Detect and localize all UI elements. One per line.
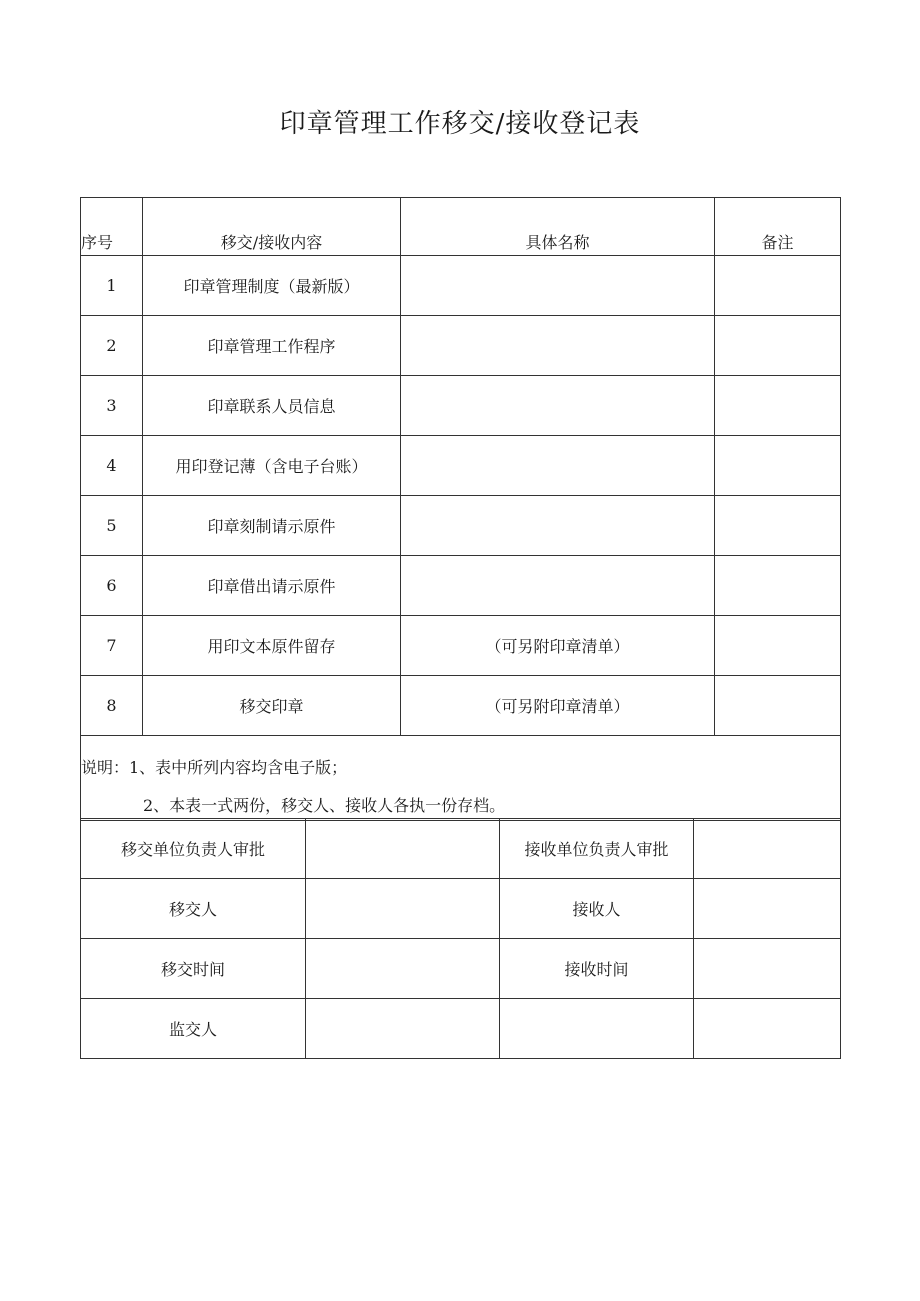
table-row <box>81 376 841 436</box>
row-name-cell[interactable] <box>401 256 715 316</box>
row-remark-cell[interactable] <box>715 556 841 616</box>
row-remark-cell[interactable] <box>715 616 841 676</box>
row-remark-cell[interactable] <box>715 436 841 496</box>
row-seq: 7 <box>81 616 143 676</box>
signoff-left-label: 移交单位负责人审批 <box>81 819 306 879</box>
row-seq: 5 <box>81 496 143 556</box>
row-content: 用印登记薄（含电子台账） <box>143 436 401 496</box>
row-seq: 4 <box>81 436 143 496</box>
table-header-row <box>81 198 841 256</box>
row-seq: 6 <box>81 556 143 616</box>
signoff-left-label: 移交时间 <box>81 939 306 999</box>
table-row <box>81 556 841 616</box>
row-remark-cell[interactable] <box>715 496 841 556</box>
row-name-cell[interactable] <box>401 556 715 616</box>
row-content: 移交印章 <box>143 676 401 736</box>
signoff-right-label: 接收单位负责人审批 <box>500 819 694 879</box>
row-name-cell[interactable]: （可另附印章清单） <box>401 616 715 676</box>
row-name-cell[interactable] <box>401 316 715 376</box>
signoff-right-value[interactable] <box>694 999 841 1059</box>
row-name-cell[interactable] <box>401 376 715 436</box>
signoff-row <box>81 939 841 999</box>
signoff-right-label: 接收人 <box>500 879 694 939</box>
row-name-cell[interactable] <box>401 496 715 556</box>
table-row <box>81 616 841 676</box>
page-title: 印章管理工作移交/接收登记表 <box>279 109 641 139</box>
header-remark: 备注 <box>715 198 841 256</box>
table-row <box>81 256 841 316</box>
signoff-right-label <box>500 999 694 1059</box>
note-line-1: 说明：1、表中所列内容均含电子版； <box>81 758 348 777</box>
row-remark-cell[interactable] <box>715 316 841 376</box>
table-row <box>81 436 841 496</box>
signoff-left-value[interactable] <box>306 999 500 1059</box>
signoff-left-value[interactable] <box>306 939 500 999</box>
table-row <box>81 676 841 736</box>
row-seq: 8 <box>81 676 143 736</box>
row-content: 印章联系人员信息 <box>143 376 401 436</box>
row-content: 印章刻制请示原件 <box>143 496 401 556</box>
signoff-table <box>80 818 841 1059</box>
signoff-row <box>81 879 841 939</box>
row-name-cell[interactable] <box>401 436 715 496</box>
row-seq: 1 <box>81 256 143 316</box>
handover-items-table <box>80 197 841 821</box>
row-seq: 3 <box>81 376 143 436</box>
header-name: 具体名称 <box>401 198 715 256</box>
signoff-left-value[interactable] <box>306 819 500 879</box>
row-content: 印章管理制度（最新版） <box>143 256 401 316</box>
signoff-left-label: 监交人 <box>81 999 306 1059</box>
row-seq: 2 <box>81 316 143 376</box>
row-remark-cell[interactable] <box>715 376 841 436</box>
table-row <box>81 496 841 556</box>
signoff-left-label: 移交人 <box>81 879 306 939</box>
note-line-2: 2、本表一式两份，移交人、接收人各执一份存档。 <box>143 796 506 815</box>
row-content: 印章管理工作程序 <box>143 316 401 376</box>
signoff-right-value[interactable] <box>694 879 841 939</box>
row-remark-cell[interactable] <box>715 256 841 316</box>
row-content: 印章借出请示原件 <box>143 556 401 616</box>
table-row <box>81 316 841 376</box>
notes-cell <box>81 736 841 821</box>
header-content: 移交/接收内容 <box>143 198 401 256</box>
notes-row <box>81 736 841 821</box>
row-name-cell[interactable]: （可另附印章清单） <box>401 676 715 736</box>
signoff-row <box>81 999 841 1059</box>
signoff-right-label: 接收时间 <box>500 939 694 999</box>
signoff-right-value[interactable] <box>694 939 841 999</box>
row-content: 用印文本原件留存 <box>143 616 401 676</box>
signoff-row <box>81 819 841 879</box>
header-seq: 序号 <box>81 198 143 256</box>
signoff-left-value[interactable] <box>306 879 500 939</box>
signoff-right-value[interactable] <box>694 819 841 879</box>
row-remark-cell[interactable] <box>715 676 841 736</box>
